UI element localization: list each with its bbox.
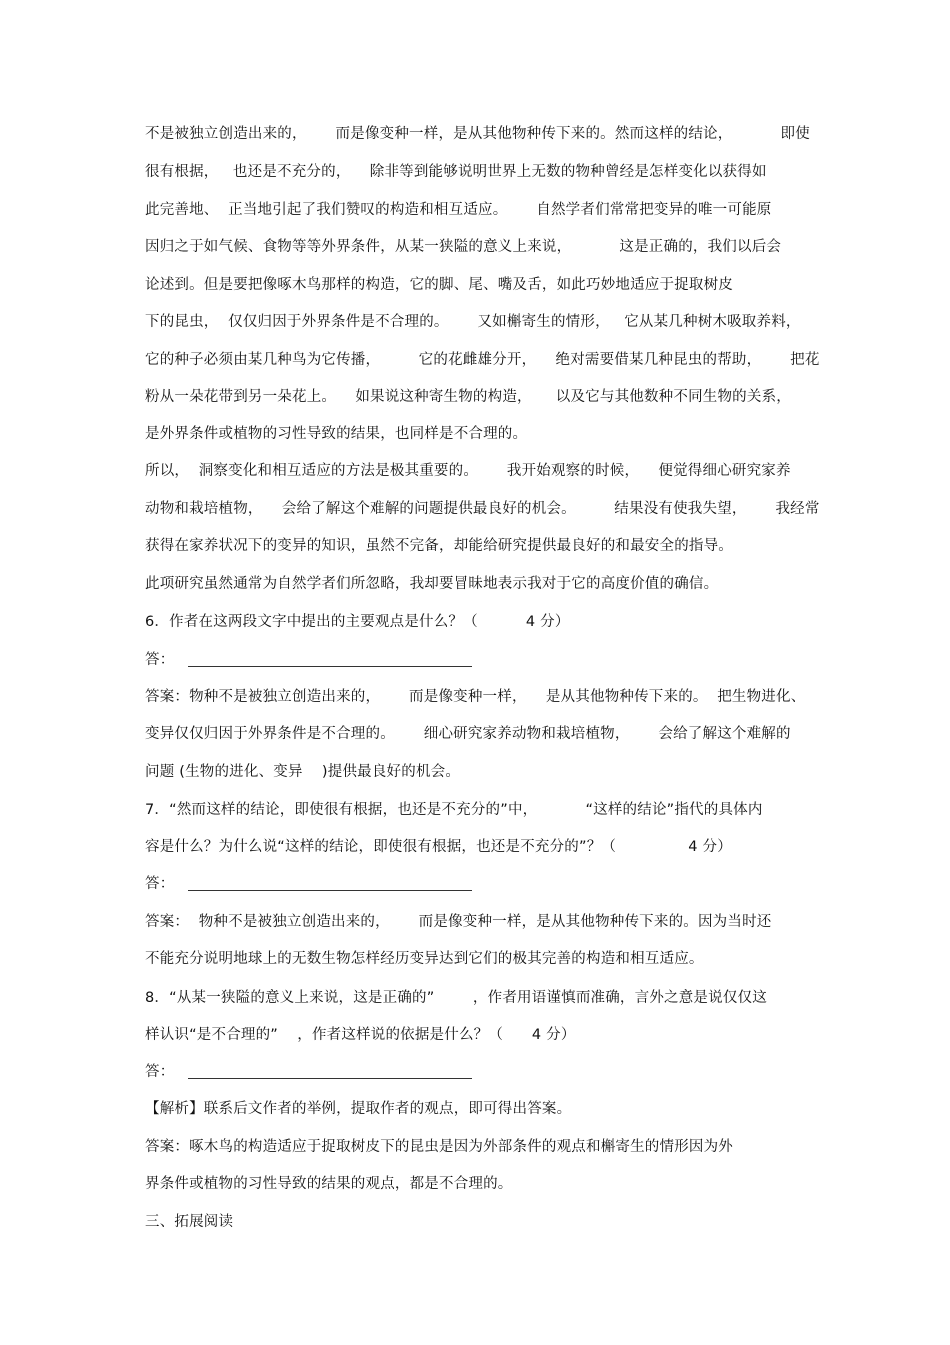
answer-7-line: 不能充分说明地球上的无数生物怎样经历变异达到它们的极其完善的构造和相互适应。 (145, 951, 704, 967)
question-8: 8．“从某一狭隘的意义上来说，这是正确的” ，作者用语谨慎而准确，言外之意是说仅仅这 (145, 990, 767, 1006)
answer-underline (188, 878, 472, 891)
analysis-8: 【解析】联系后文作者的举例，提取作者的观点，即可得出答案。 (145, 1101, 572, 1117)
answer-6-line: 变异仅仅归因于外界条件是不合理的。 细心研究家养动物和栽培植物， 会给了解这个难解的 (145, 726, 791, 742)
answer-6-line: 答案：物种不是被独立创造出来的， 而是像变种一样， 是从其他物种传下来的。 把生物进化、 (145, 689, 806, 705)
passage-line: 所以， 洞察变化和相互适应的方法是极其重要的。 我开始观察的时候， 便觉得细心研究家养 (145, 463, 791, 479)
answer-blank-6[interactable]: 答： (145, 650, 472, 670)
answer-8-line: 界条件或植物的习性导致的结果的观点，都是不合理的。 (145, 1176, 513, 1192)
passage-line: 粉从一朵花带到另一朵花上。 如果说这种寄生物的构造， 以及它与其他数种不同生物的关系， (145, 389, 791, 405)
passage-line: 此项研究虽然通常为自然学者们所忽略，我却要冒昧地表示我对于它的高度价值的确信。 (145, 576, 719, 592)
passage-line: 获得在家养状况下的变异的知识，虽然不完备，却能给研究提供最良好的和最安全的指导。 (145, 538, 733, 554)
passage-line: 论述到。但是要把像啄木鸟那样的构造，它的脚、尾、嘴及舌，如此巧妙地适应于捉取树皮 (145, 277, 733, 293)
passage-line: 动物和栽培植物， 会给了解这个难解的问题提供最良好的机会。 结果没有使我失望， 我经常 (145, 501, 820, 517)
answer-blank-8[interactable]: 答： (145, 1062, 472, 1082)
passage-line: 因归之于如气候、食物等等外界条件，从某一狭隘的意义上来说， 这是正确的，我们以后会 (145, 239, 782, 255)
answer-8-line: 答案：啄木鸟的构造适应于捉取树皮下的昆虫是因为外部条件的观点和槲寄生的情形因为外 (145, 1139, 733, 1155)
answer-underline (188, 654, 472, 667)
question-7: 7．“然而这样的结论，即使很有根据，也还是不充分的”中， “这样的结论”指代的具体内 (145, 802, 763, 818)
answer-7-line: 答案： 物种不是被独立创造出来的， 而是像变种一样，是从其他物种传下来的。因为当时还 (145, 914, 772, 930)
passage-line: 此完善地、 正当地引起了我们赞叹的构造和相互适应。 自然学者们常常把变异的唯一可能原 (145, 202, 772, 218)
question-8: 样认识“是不合理的” ，作者这样说的依据是什么？（ 4 分） (145, 1027, 576, 1043)
question-7: 容是什么？为什么说“这样的结论，即使很有根据，也还是不充分的”？（ 4 分） (145, 839, 732, 855)
question-6: 6．作者在这两段文字中提出的主要观点是什么？（ 4 分） (145, 614, 570, 630)
section-title: 三、拓展阅读 (145, 1214, 234, 1230)
passage-line: 它的种子必须由某几种鸟为它传播， 它的花雌雄分开， 绝对需要借某几种昆虫的帮助， 把花 (145, 352, 820, 368)
passage-line: 下的昆虫， 仅仅归因于外界条件是不合理的。 又如槲寄生的情形， 它从某几种树木吸取养料， (145, 314, 801, 330)
passage-line: 是外界条件或植物的习性导致的结果，也同样是不合理的。 (145, 426, 528, 442)
passage-line: 很有根据， 也还是不充分的， 除非等到能够说明世界上无数的物种曾经是怎样变化以获得如 (145, 164, 767, 180)
answer-6-line: 问题 (生物的进化、变异 )提供最良好的机会。 (145, 764, 461, 780)
answer-blank-7[interactable]: 答： (145, 874, 472, 894)
answer-underline (188, 1066, 472, 1079)
passage-line: 不是被独立创造出来的， 而是像变种一样，是从其他物种传下来的。然而这样的结论， 即使 (145, 126, 810, 142)
